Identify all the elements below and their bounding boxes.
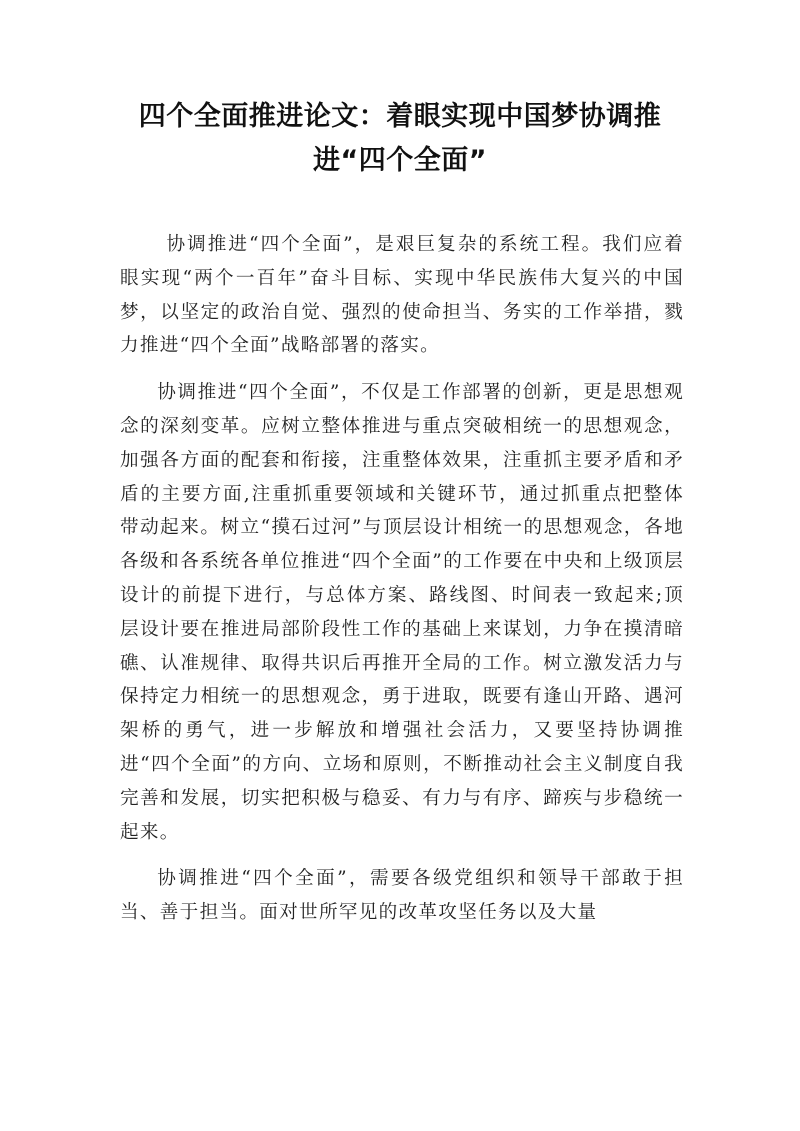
document-title: 四个全面推进论文：着眼实现中国梦协调推进“四个全面” (138, 101, 662, 176)
paragraph: 协调推进“四个全面”，需要各级党组织和领导干部敢于担当、善于担当。面对世所罕见的改革攻坚任务以及大量 (120, 868, 684, 924)
paragraph: 协调推进“四个全面”，不仅是工作部署的创新，更是思想观念的深刻变革。应树立整体推进与重点突破相统一的思想观念，加强各方面的配套和衔接，注重整体效果，注重抓主要矛盾和矛盾的主要方面,注重抓重要领域和关键环节，通过抓重点把整体带动起来。树立“摸石过河”与顶层设计相统一的思想观念，各地各级和各系统各单位推进“四个全面”的工作要在中央和上级顶层设计的前提下进行，与总体方案、路线图、时间表一致起来;顶层设计要在推进局部阶段性工作的基础上来谋划，力争在摸清暗礁、认准规律、取得共识后再推开全局的工作。树立激发活力与保持定力相统一的思想观念，勇于进取，既要有逢山开路、遇河架桥的勇气，进一步解放和增强社会活力，又要坚持协调推进“四个全面”的方向、立场和原则，不断推动社会主义制度自我完善和发展，切实把积极与稳妥、有力与有序、蹄疾与步稳统一起来。 (120, 382, 684, 843)
paragraph: 协调推进“四个全面”，是艰巨复杂的系统工程。我们应着眼实现“两个一百年”奋斗目标、实现中华民族伟大复兴的中国梦，以坚定的政治自觉、强烈的使命担当、务实的工作举措，戮力推进“四个全面”战略部署的落实。 (120, 234, 684, 357)
document-body (120, 228, 684, 943)
